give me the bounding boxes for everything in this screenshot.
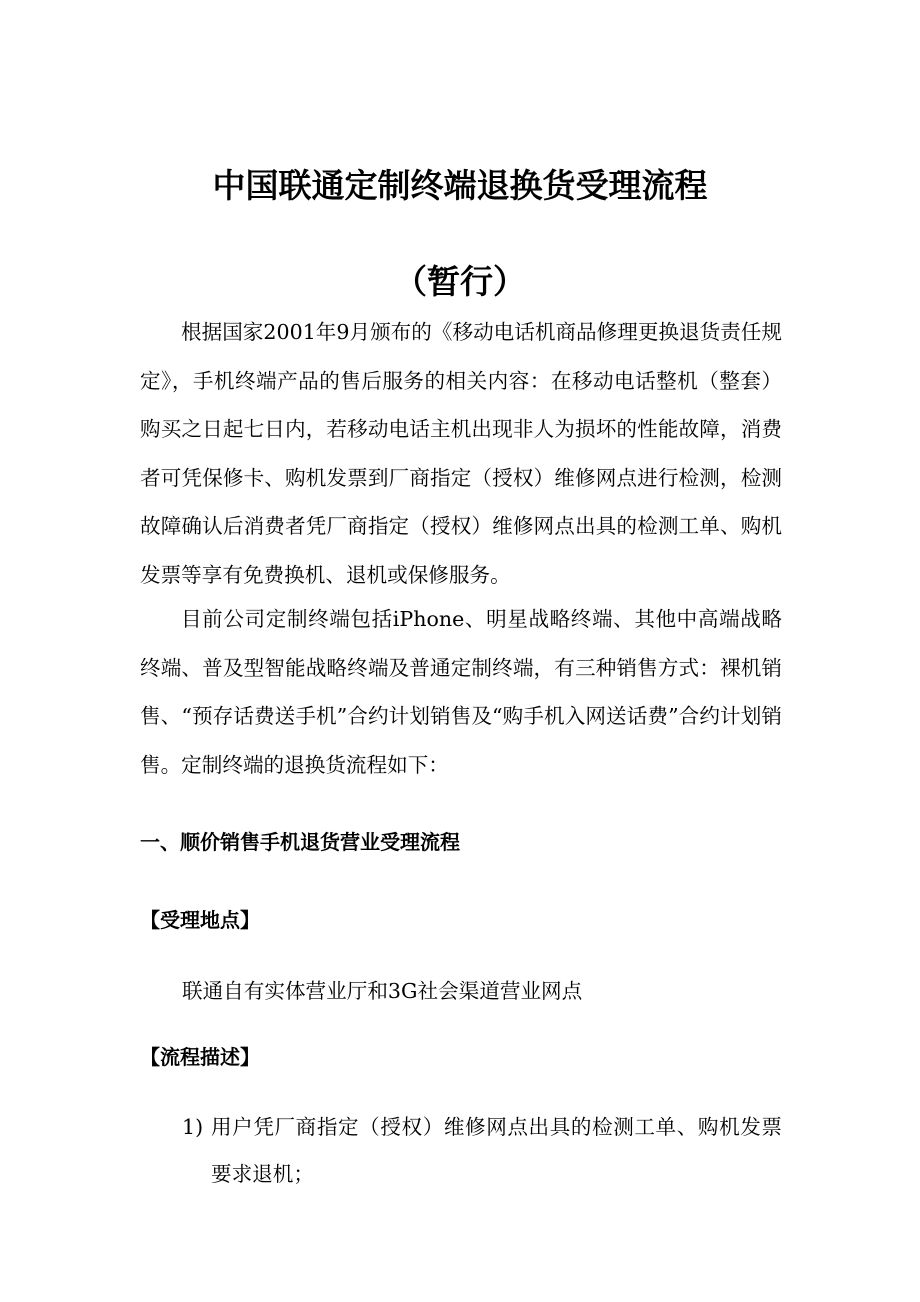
document-subtitle: （暂行） — [394, 262, 526, 301]
intro-paragraph-sales-methods: 目前公司定制终端包括iPhone、明星战略终端、其他中高端战略终端、普及型智能战略终端及普通定制终端，有三种销售方式：裸机销售、“预存话费送手机”合约计划销售及“购手机入网送话费”合约计划销售。定制终端的退换货流程如下： — [140, 607, 782, 777]
location-text: 联通自有实体营业厅和3G社会渠道营业网点 — [182, 979, 583, 1003]
list-item-text: 用户凭厂商指定（授权）维修网点出具的检测工单、购机发票要求退机； — [211, 1115, 782, 1186]
intro-paragraph-regulation: 根据国家2001年9月颁布的《移动电话机商品修理更换退货责任规定》，手机终端产品的售后服务的相关内容：在移动电话整机（整套）购买之日起七日内，若移动电话主机出现非人为损坏的性能故障，消费者可凭保修卡、购机发票到厂商指定（授权）维修网点进行检测，检测故障确认后消费者凭厂商指定（授权）维修网点出具的检测工单、购机发票等享有免费换机、退机或保修服务。 — [140, 320, 782, 587]
list-item — [182, 1104, 782, 1198]
process-label: 【流程描述】 — [140, 1045, 260, 1069]
section-heading: 一、顺价销售手机退货营业受理流程 — [140, 830, 460, 854]
location-label: 【受理地点】 — [140, 908, 260, 932]
document-title: 中国联通定制终端退换货受理流程 — [212, 166, 708, 205]
list-item-number: 1) — [182, 1115, 204, 1139]
